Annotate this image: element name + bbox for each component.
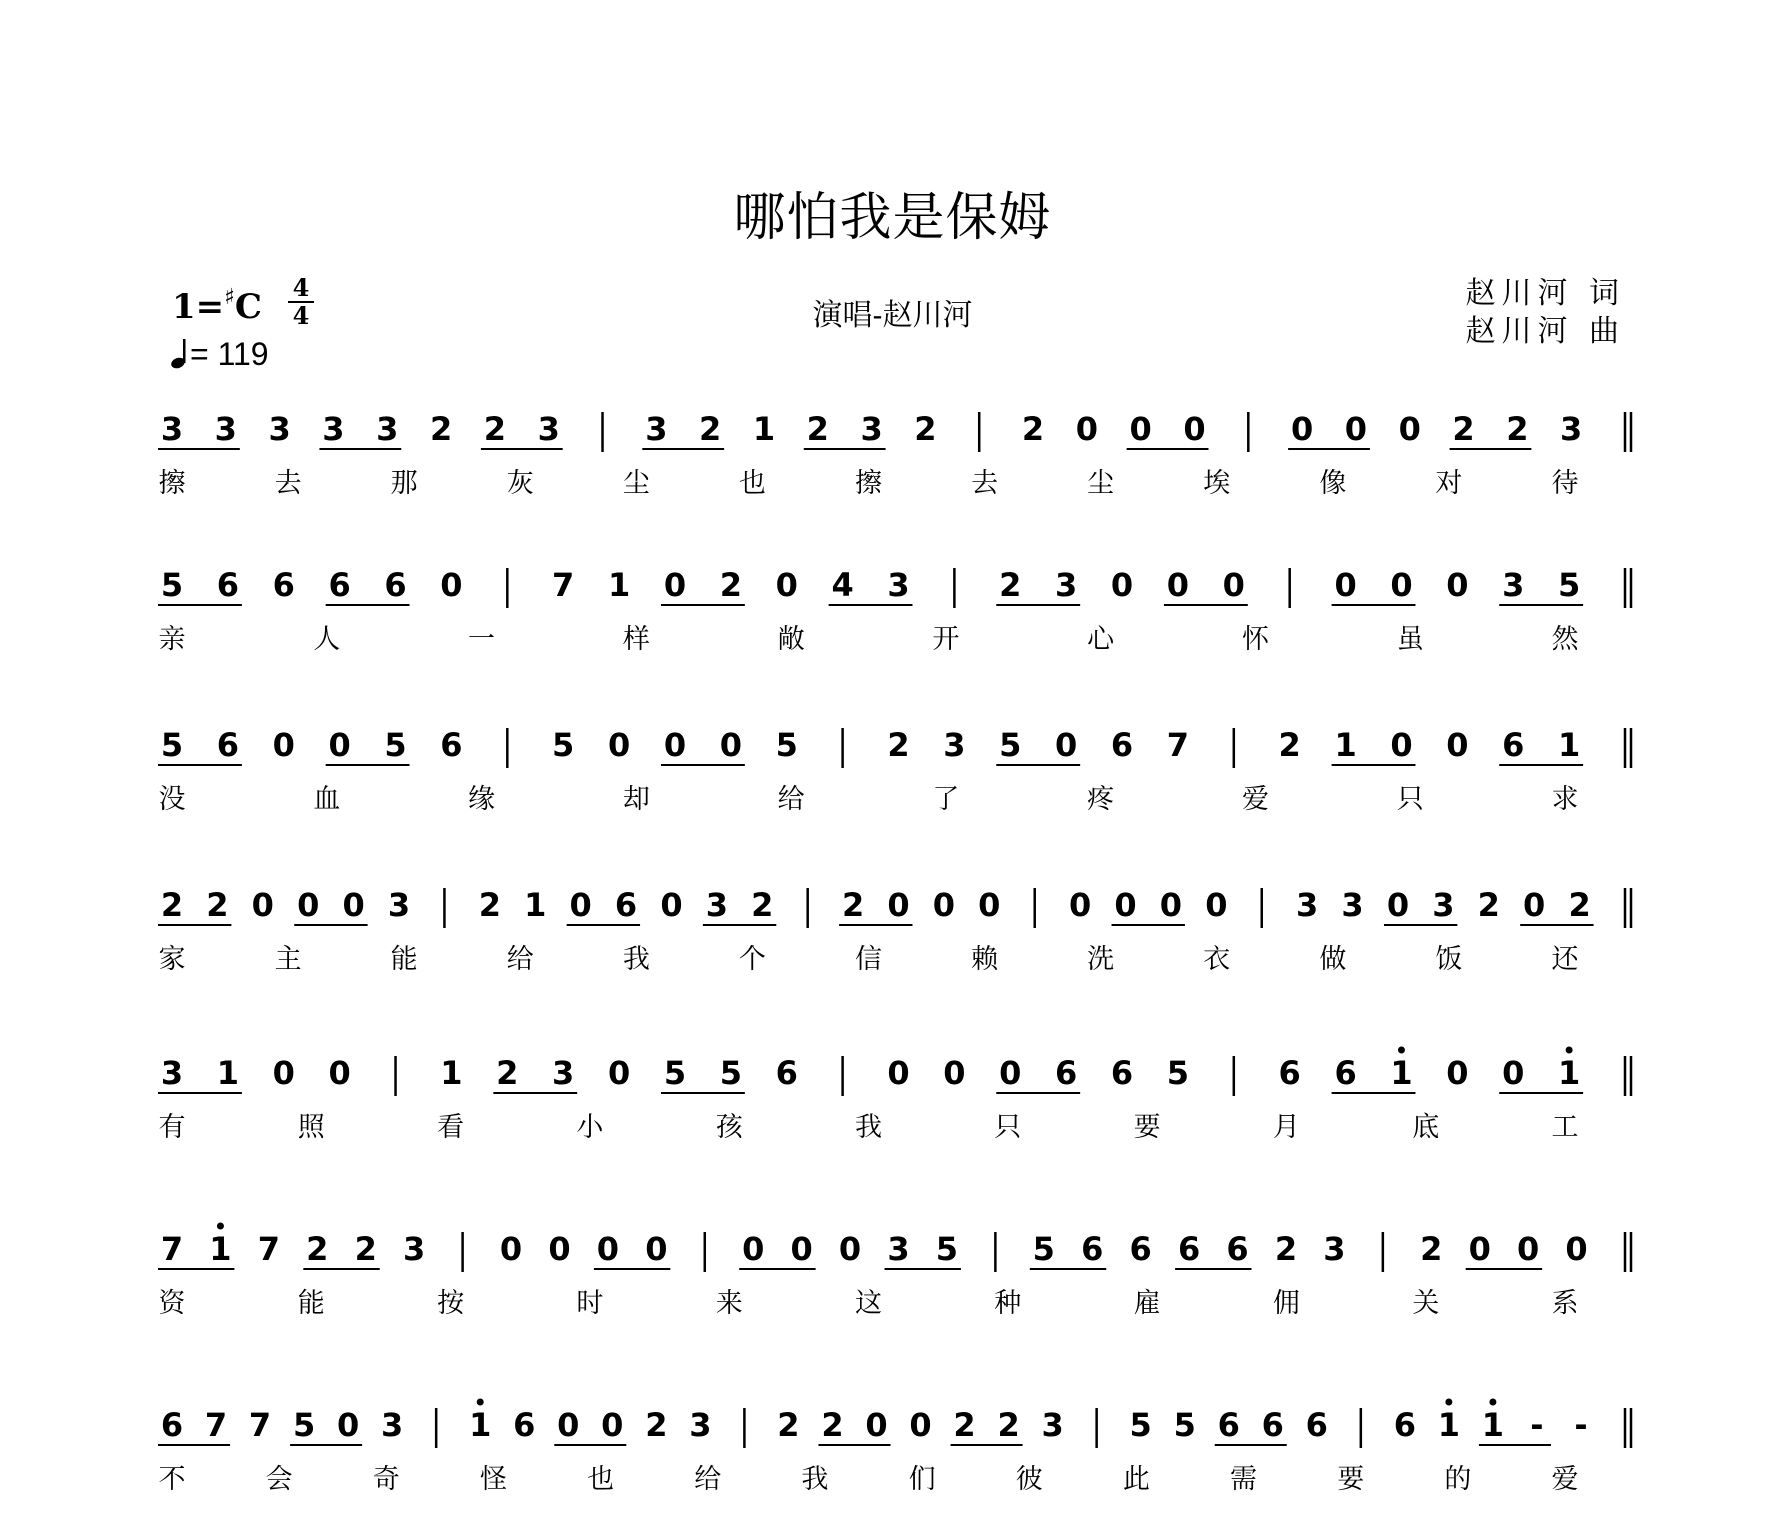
note: 0 [999, 1054, 1022, 1092]
lyric-char: 也 [587, 1464, 615, 1495]
note: 3 [160, 410, 184, 448]
note: 0 [1183, 410, 1206, 448]
singer-credit: 演唱-赵川河 [812, 299, 973, 332]
lyric-char: 心 [1087, 624, 1115, 655]
note: 5 [384, 726, 407, 764]
lyric-char: 待 [1551, 468, 1579, 499]
note: 5 [775, 726, 798, 764]
note: 6 [1081, 1230, 1104, 1268]
octave-dot [1566, 1047, 1573, 1054]
note: 1 [469, 1406, 492, 1444]
lyric-char: 擦 [158, 468, 186, 499]
note: 2 [821, 1406, 844, 1444]
note: 2 [887, 726, 910, 764]
lyric-char: 给 [777, 784, 805, 815]
lyric-char: 去 [274, 468, 302, 499]
note: 0 [742, 1230, 765, 1268]
note: 1 [524, 886, 547, 924]
note: 2 [1568, 886, 1591, 924]
note: 3 [943, 726, 966, 764]
sharp-symbol: ♯ [224, 285, 235, 310]
note: 0 [1075, 410, 1098, 448]
note: 1 [1557, 726, 1581, 764]
note: 1 [209, 1230, 232, 1268]
time-signature-bottom: 4 [292, 301, 310, 330]
lyric-char: 尘 [1087, 468, 1115, 499]
octave-dot [1398, 1047, 1405, 1054]
lyric-char: 月 [1272, 1112, 1300, 1143]
lyric-char: 爱 [1241, 784, 1269, 815]
note: 5 [663, 1054, 687, 1092]
note: 3 [887, 566, 910, 604]
notation-line-7 [158, 1399, 1631, 1496]
lyric-char: 底 [1412, 1112, 1440, 1143]
lyric-char: 我 [855, 1112, 882, 1143]
note: 6 [1110, 1054, 1134, 1092]
tempo-value: = 119 [190, 336, 269, 372]
note: 0 [663, 726, 687, 764]
note: 2 [999, 566, 1022, 604]
note: 6 [1305, 1406, 1328, 1444]
lyric-char: 埃 [1203, 468, 1231, 499]
note: 5 [292, 1406, 316, 1444]
note: 1 [1481, 1406, 1505, 1444]
note: 2 [496, 1054, 519, 1092]
note: 0 [342, 886, 365, 924]
lyric-char: 看 [437, 1112, 465, 1143]
note: 1 [1437, 1406, 1461, 1444]
note: 2 [1278, 726, 1301, 764]
lyric-char: 的 [1444, 1464, 1472, 1495]
note: 6 [614, 886, 638, 924]
note: 5 [160, 566, 184, 604]
notation-line-3 [158, 726, 1631, 815]
lyric-char: 只 [994, 1112, 1022, 1143]
note: 0 [909, 1406, 932, 1444]
lyric-char: 主 [274, 944, 302, 975]
note: 0 [596, 1230, 620, 1268]
note: 0 [1468, 1230, 1491, 1268]
note: 0 [328, 1054, 351, 1092]
note: 6 [1278, 1054, 1301, 1092]
lyric-char: 样 [622, 624, 650, 655]
note: 0 [932, 886, 956, 924]
note: 2 [1021, 410, 1045, 448]
note: 5 [1129, 1406, 1152, 1444]
note: 5 [935, 1230, 959, 1268]
lyric-char: 能 [390, 944, 418, 975]
note: 0 [645, 1230, 668, 1268]
note: 0 [838, 1230, 862, 1268]
lyric-char: 对 [1435, 468, 1463, 499]
note: 0 [1129, 410, 1152, 448]
note: 6 [1110, 726, 1134, 764]
note: 0 [865, 1406, 888, 1444]
note: 6 [272, 566, 295, 604]
lyric-char: 给 [694, 1464, 722, 1495]
lyric-char: 没 [158, 784, 186, 815]
lyric-char: 亲 [158, 624, 186, 655]
lyric-char: 有 [158, 1112, 186, 1143]
note: 0 [1334, 566, 1357, 604]
note: 0 [1446, 1054, 1469, 1092]
lyric-char: 也 [738, 468, 766, 499]
note: 6 [1261, 1406, 1284, 1444]
note: 0 [569, 886, 592, 924]
note: 3 [214, 410, 237, 448]
lyric-char: 要 [1337, 1464, 1365, 1495]
note: 5 [1173, 1406, 1196, 1444]
note: 0 [663, 566, 687, 604]
note: 1 [607, 566, 631, 604]
lyric-char: 一 [468, 624, 496, 655]
lyric-char: 奇 [372, 1464, 400, 1495]
note: 2 [354, 1230, 377, 1268]
note: 1 [1557, 1054, 1581, 1092]
notation-line-2 [158, 566, 1631, 655]
lyric-char: 还 [1551, 944, 1579, 975]
note: 7 [248, 1406, 272, 1444]
lyric-char: 个 [738, 944, 766, 975]
lyric-char: 擦 [855, 468, 882, 499]
note: 0 [790, 1230, 813, 1268]
lyric-char: 彼 [1015, 1464, 1043, 1495]
note: 3 [1560, 410, 1583, 448]
note: 0 [440, 566, 463, 604]
lyric-char: 我 [801, 1464, 829, 1495]
note: 6 [1226, 1230, 1249, 1268]
note: 3 [552, 1054, 575, 1092]
note: 6 [775, 1054, 798, 1092]
note: 6 [1055, 1054, 1078, 1092]
octave-dot [1489, 1399, 1496, 1406]
note: 5 [1557, 566, 1581, 604]
lyric-char: 按 [437, 1288, 465, 1319]
key-prefix: 1= [172, 287, 225, 327]
note: 5 [1032, 1230, 1055, 1268]
note: 6 [513, 1406, 536, 1444]
note: 3 [376, 410, 399, 448]
note: 0 [1390, 726, 1413, 764]
lyric-char: 尘 [622, 468, 650, 499]
lyric-char: 敞 [777, 624, 805, 655]
note: 6 [1502, 726, 1525, 764]
composer-credit: 赵川河 曲 [1465, 314, 1625, 349]
note: 0 [272, 1054, 295, 1092]
note: 3 [1296, 886, 1319, 924]
note: 0 [548, 1230, 571, 1268]
note: 6 [1393, 1406, 1416, 1444]
lyric-char: 那 [390, 468, 418, 499]
notation-line-4 [158, 886, 1631, 975]
note: 0 [775, 566, 798, 604]
note: 3 [860, 410, 883, 448]
note: 7 [160, 1230, 184, 1268]
note: 3 [322, 410, 345, 448]
note: 0 [272, 726, 295, 764]
note: 2 [206, 886, 229, 924]
note: 0 [607, 1054, 631, 1092]
note: 3 [381, 1406, 404, 1444]
note: 0 [1159, 886, 1183, 924]
note: 2 [914, 410, 937, 448]
lyric-char: 赖 [971, 944, 999, 975]
note: 2 [997, 1406, 1020, 1444]
note: 0 [1565, 1230, 1588, 1268]
note: 0 [1386, 886, 1410, 924]
lyric-char: 衣 [1203, 944, 1231, 975]
lyric-char: 爱 [1551, 1464, 1579, 1495]
note: 5 [719, 1054, 742, 1092]
lyric-char: 只 [1396, 784, 1424, 815]
note: 3 [1341, 886, 1364, 924]
lyric-char: 会 [265, 1464, 293, 1495]
note: 2 [1420, 1230, 1443, 1268]
note: 5 [552, 726, 575, 764]
lyric-char: 开 [932, 624, 960, 655]
note: 7 [1166, 726, 1190, 764]
note: 0 [1344, 410, 1368, 448]
note: 3 [1055, 566, 1078, 604]
notation-line-1 [158, 410, 1631, 499]
note: 6 [1177, 1230, 1201, 1268]
note: 3 [1323, 1230, 1346, 1268]
note: 2 [160, 886, 184, 924]
note: 0 [978, 886, 1001, 924]
note: 3 [537, 410, 560, 448]
note: 6 [1334, 1054, 1357, 1092]
note: 0 [557, 1406, 580, 1444]
lyric-char: 佣 [1272, 1288, 1300, 1319]
note: 2 [719, 566, 742, 604]
note: 0 [1517, 1230, 1540, 1268]
note: 3 [1502, 566, 1525, 604]
note: 6 [216, 726, 240, 764]
octave-dot [1445, 1399, 1452, 1406]
note: 6 [1217, 1406, 1240, 1444]
note: 2 [751, 886, 774, 924]
note: 0 [336, 1406, 360, 1444]
lyric-char: 工 [1551, 1112, 1579, 1143]
note: 4 [831, 566, 854, 604]
lyric-char: 信 [855, 944, 882, 975]
lyric-char: 照 [297, 1112, 325, 1143]
note: 0 [660, 886, 683, 924]
note: - [1574, 1406, 1588, 1444]
note: 1 [1390, 1054, 1413, 1092]
note: 2 [1274, 1230, 1298, 1268]
note: 5 [1166, 1054, 1190, 1092]
lyric-char: 要 [1133, 1112, 1161, 1143]
lyric-char: 雇 [1133, 1288, 1161, 1319]
notation-line-5 [158, 1047, 1631, 1144]
note: 2 [429, 410, 453, 448]
note: 5 [160, 726, 184, 764]
note: 0 [1166, 566, 1190, 604]
lyric-char: 却 [622, 784, 650, 815]
lyric-char: 种 [994, 1288, 1022, 1319]
note: 2 [699, 410, 722, 448]
note: 0 [1222, 566, 1245, 604]
lyric-char: 系 [1551, 1288, 1579, 1319]
lyric-char: 求 [1551, 784, 1579, 815]
lyric-char: 疼 [1087, 784, 1115, 815]
note: 2 [306, 1230, 329, 1268]
lyric-char: 给 [506, 944, 534, 975]
note: 7 [257, 1230, 280, 1268]
lyric-char: 怪 [479, 1464, 507, 1495]
note: 0 [887, 886, 910, 924]
note: 0 [1068, 886, 1092, 924]
lyric-char: 去 [971, 468, 999, 499]
lyric-char: 灰 [506, 468, 534, 499]
lyric-char: 饭 [1435, 944, 1463, 975]
note: 3 [403, 1230, 426, 1268]
note: 3 [1041, 1406, 1064, 1444]
note: 0 [607, 726, 631, 764]
note: 1 [752, 410, 776, 448]
lyric-char: 此 [1122, 1464, 1150, 1495]
note: 2 [1477, 886, 1500, 924]
note: 2 [841, 886, 865, 924]
note: 2 [1452, 410, 1475, 448]
note: 0 [1055, 726, 1078, 764]
note: 0 [1114, 886, 1137, 924]
lyric-char: 怀 [1241, 624, 1269, 655]
lyric-char: 小 [576, 1112, 604, 1143]
note: 2 [478, 886, 501, 924]
note: 0 [943, 1054, 966, 1092]
note: 7 [552, 566, 575, 604]
time-signature-top: 4 [292, 273, 310, 302]
note: 0 [328, 726, 351, 764]
note: - [1530, 1406, 1544, 1444]
lyric-char: 家 [158, 944, 186, 975]
notation-line-6 [158, 1223, 1631, 1320]
lyric-char: 血 [313, 784, 341, 815]
note: 0 [1390, 566, 1413, 604]
key-note: C [234, 287, 262, 327]
lyric-char: 们 [908, 1464, 936, 1495]
note: 6 [160, 1406, 184, 1444]
note: 3 [887, 1230, 910, 1268]
note: 1 [1334, 726, 1357, 764]
lyric-char: 洗 [1087, 944, 1115, 975]
lyric-char: 虽 [1396, 624, 1424, 655]
song-title: 哪怕我是保姆 [733, 188, 1052, 248]
lyric-char: 然 [1551, 624, 1579, 655]
note: 0 [297, 886, 320, 924]
note: 3 [160, 1054, 184, 1092]
note: 6 [440, 726, 463, 764]
note: 1 [216, 1054, 240, 1092]
note: 0 [1523, 886, 1546, 924]
note: 2 [1506, 410, 1529, 448]
note: 0 [1446, 726, 1469, 764]
note: 6 [1129, 1230, 1152, 1268]
lyric-char: 需 [1230, 1464, 1258, 1495]
note: 0 [719, 726, 742, 764]
octave-dot [477, 1399, 484, 1406]
lyric-char: 我 [622, 944, 650, 975]
note: 3 [645, 410, 668, 448]
lyric-char: 不 [158, 1464, 186, 1495]
lyric-char: 了 [932, 784, 960, 815]
note: 3 [268, 410, 291, 448]
lyric-char: 缘 [468, 784, 496, 815]
note: 2 [645, 1406, 668, 1444]
lyric-char: 来 [715, 1288, 743, 1319]
note: 0 [499, 1230, 523, 1268]
note: 6 [216, 566, 240, 604]
lyric-char: 这 [855, 1288, 882, 1319]
note: 3 [387, 886, 411, 924]
octave-dot [217, 1223, 224, 1230]
note: 5 [999, 726, 1022, 764]
lyric-char: 关 [1412, 1288, 1440, 1319]
lyric-char: 能 [297, 1288, 325, 1319]
lyric-char: 做 [1319, 944, 1347, 975]
note: 0 [1110, 566, 1134, 604]
lyricist-credit: 赵川河 词 [1465, 276, 1625, 311]
note: 3 [1432, 886, 1455, 924]
lyric-char: 资 [158, 1288, 186, 1319]
note: 0 [601, 1406, 624, 1444]
note: 0 [1446, 566, 1469, 604]
note: 7 [204, 1406, 228, 1444]
note: 1 [440, 1054, 463, 1092]
note: 6 [328, 566, 351, 604]
note: 0 [251, 886, 274, 924]
lyric-char: 像 [1319, 468, 1347, 499]
note: 3 [705, 886, 729, 924]
note: 0 [887, 1054, 910, 1092]
note: 2 [806, 410, 829, 448]
note: 6 [384, 566, 407, 604]
note: 0 [1398, 410, 1421, 448]
note: 2 [953, 1406, 976, 1444]
note: 3 [689, 1406, 712, 1444]
note: 2 [777, 1406, 800, 1444]
note: 0 [1290, 410, 1314, 448]
lyric-char: 孩 [715, 1112, 743, 1143]
lyric-char: 时 [576, 1288, 604, 1319]
note: 2 [483, 410, 507, 448]
lyric-char: 人 [313, 624, 341, 655]
note: 0 [1205, 886, 1228, 924]
note: 0 [1502, 1054, 1525, 1092]
